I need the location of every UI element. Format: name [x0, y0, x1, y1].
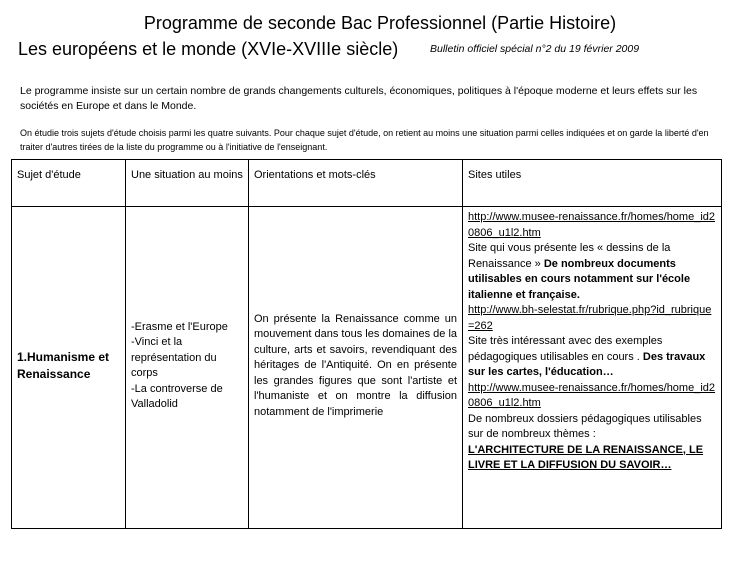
site-description-highlight: Des travaux sur les cartes, l'éducation…: [468, 350, 706, 378]
orientations-text: On présente la Renaissance comme un mouvement dans tous les domaines de la culture, arts et savoirs, revendiquant des héritages de l'Antiquité. On en présente les grandes figures que sont l'artiste et l'humaniste et on montre la diffusion notamment de l'imprimerie: [254, 312, 458, 418]
site-description-text: De nombreux dossiers pédagogiques utilisables sur de nombreux thèmes :: [468, 412, 702, 440]
situation-cell: [126, 207, 249, 529]
subject-title: 1.Humanisme et Renaissance: [17, 350, 110, 381]
site-description-text: Site très intéressant avec des exemples pédagogiques utilisables en cours .: [468, 335, 663, 363]
intro-paragraph: Le programme insiste sur un certain nombre de grands changements culturels, économiques, politiques à l'époque moderne et leurs effets sur les sociétés en Europe et dans le Monde.: [20, 85, 698, 112]
site-themes: L'ARCHITECTURE DE LA RENAISSANCE, LE LIVRE ET LA DIFFUSION DU SAVOIR…: [468, 443, 704, 471]
situation-item: -Vinci et la représentation du corps: [131, 336, 217, 379]
site-link-musee-renaissance[interactable]: http://www.musee-renaissance.fr/homes/home_id20806_u1l2.htm: [468, 211, 716, 239]
situation-item: -Erasme et l'Europe: [131, 320, 228, 333]
header-situation: Une situation au moins: [126, 160, 249, 207]
site-link-bh-selestat[interactable]: http://www.bh-selestat.fr/rubrique.php?id_rubrique=262: [468, 304, 712, 332]
page-subtitle: Les européens et le monde (XVIe-XVIIIe siècle): [18, 39, 399, 59]
program-table: [11, 159, 722, 529]
subject-cell: [12, 207, 126, 529]
site-description-highlight: De nombreux documents utilisables en cours notamment sur l'école italienne et française.: [468, 257, 691, 301]
header-orientations: Orientations et mots-clés: [249, 160, 463, 207]
situation-item: -La controverse de Valladolid: [131, 382, 223, 410]
site-description: [468, 412, 716, 443]
header-subject: Sujet d'étude: [12, 160, 126, 207]
site-link-musee-renaissance-2[interactable]: http://www.musee-renaissance.fr/homes/home_id20806_u1l2.htm: [468, 381, 716, 409]
instructions-paragraph: On étudie trois sujets d'étude choisis parmi les quatre suivants. Pour chaque sujet d'étude, on retient au moins une situation parmi celles indiquées et on garde la liberté d'en traiter d'autres tirées de la liste du programme ou à l'initiative de l'enseignant.: [20, 128, 709, 152]
site-description-text: Site qui vous présente les « dessins de la Renaissance »: [468, 242, 671, 270]
site-description: [468, 241, 716, 303]
page-title: Programme de seconde Bac Professionnel (Partie Histoire): [143, 13, 617, 33]
header-sites: Sites utiles: [463, 160, 722, 207]
orientations-cell: [249, 207, 463, 529]
bulletin-reference: Bulletin officiel spécial n°2 du 19 février 2009: [430, 43, 640, 55]
site-description: [468, 334, 716, 381]
table-row: [12, 207, 722, 529]
sites-cell: [463, 207, 722, 529]
table-header-row: [12, 160, 722, 207]
